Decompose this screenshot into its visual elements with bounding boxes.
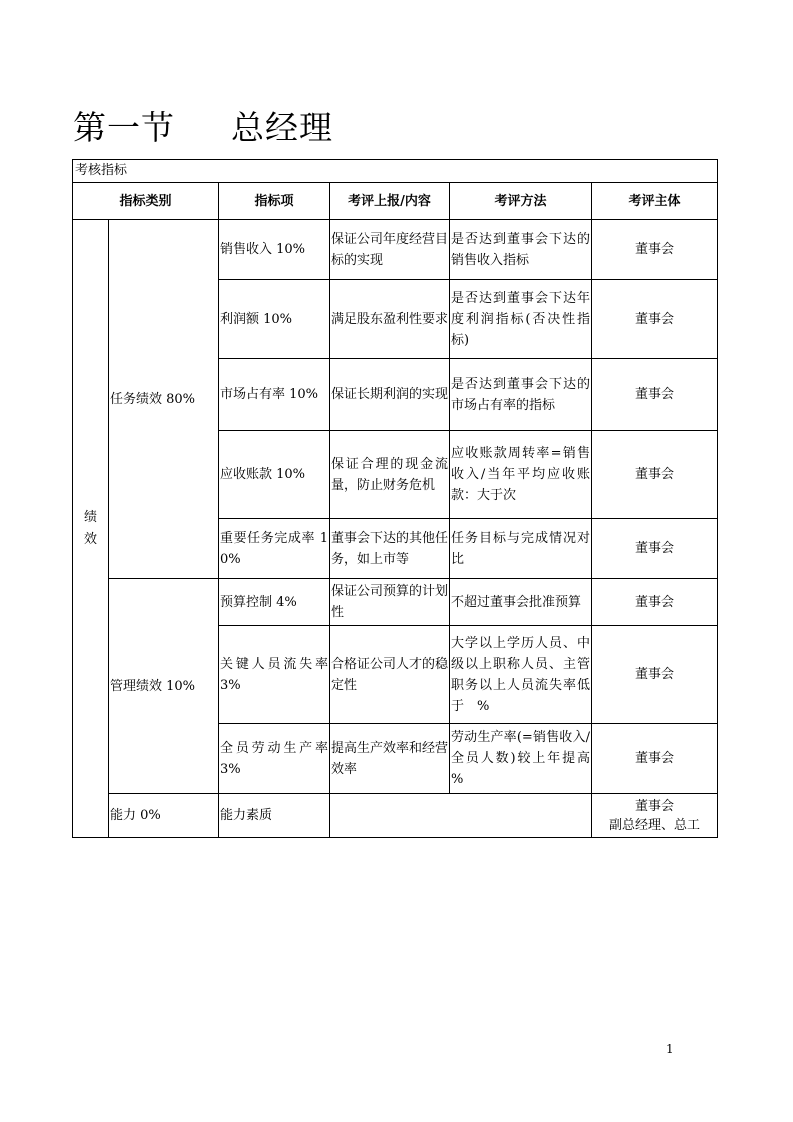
method-cell: 是否达到董事会下达年度利润指标(否决性指标) [450,280,592,359]
header-item: 指标项 [219,183,330,220]
subject-cell [592,794,718,838]
header-method: 考评方法 [450,183,592,220]
category-ability: 能力 0% [109,794,219,838]
title-role: 总经理 [231,108,333,147]
item-cell: 重要任务完成率 10% [219,519,330,579]
page-number: 1 [666,1042,674,1056]
subject-cell: 董事会 [592,220,718,280]
method-cell: 不超过董事会批准预算 [450,579,592,626]
content-cell: 保证公司预算的计划性 [330,579,450,626]
subject-cell: 董事会 [592,280,718,359]
subject-line1: 董事会 [635,798,675,814]
content-cell: 满足股东盈利性要求 [330,280,450,359]
table-row [73,794,718,838]
content-cell: 保证合理的现金流量，防止财务危机 [330,431,450,519]
header-category: 指标类别 [73,183,219,220]
table-caption-row [73,160,718,183]
item-cell: 关键人员流失率 3% [219,626,330,724]
method-cell: 是否达到董事会下达的销售收入指标 [450,220,592,280]
subject-cell: 董事会 [592,626,718,724]
category-task: 任务绩效 80% [109,220,219,579]
method-cell: 应收账款周转率=销售收入/当年平均应收账款：大于次 [450,431,592,519]
table-caption: 考核指标 [73,160,718,183]
item-cell: 利润额 10% [219,280,330,359]
group-label-line1: 绩 [83,509,97,525]
item-cell: 全员劳动生产率 3% [219,724,330,794]
subject-cell: 董事会 [592,724,718,794]
content-cell: 合格证公司人才的稳定性 [330,626,450,724]
performance-group-label [73,220,109,838]
table-row [73,220,718,280]
content-cell: 董事会下达的其他任务，如上市等 [330,519,450,579]
subject-cell: 董事会 [592,579,718,626]
method-cell: 大学以上学历人员、中级以上职称人员、主管职务以上人员流失率低于 % [450,626,592,724]
content-cell: 保证长期利润的实现 [330,359,450,431]
subject-cell: 董事会 [592,431,718,519]
method-cell: 任务目标与完成情况对比 [450,519,592,579]
subject-cell: 董事会 [592,359,718,431]
content-method-cell [330,794,592,838]
item-cell: 能力素质 [219,794,330,838]
item-cell: 销售收入 10% [219,220,330,280]
header-content: 考评上报/内容 [330,183,450,220]
assessment-table [72,159,718,838]
item-cell: 市场占有率 10% [219,359,330,431]
content-cell: 保证公司年度经营目标的实现 [330,220,450,280]
group-label-line2: 效 [83,531,97,547]
subject-line2: 副总经理、总工 [609,817,701,833]
header-subject: 考评主体 [592,183,718,220]
item-cell: 应收账款 10% [219,431,330,519]
item-cell: 预算控制 4% [219,579,330,626]
method-cell: 劳动生产率(=销售收入/全员人数)较上年提高 % [450,724,592,794]
page-title [73,108,333,148]
subject-cell: 董事会 [592,519,718,579]
title-section: 第一节 [73,108,175,147]
content-cell: 提高生产效率和经营效率 [330,724,450,794]
category-management: 管理绩效 10% [109,579,219,794]
table-header-row [73,183,718,220]
table-row [73,579,718,626]
method-cell: 是否达到董事会下达的市场占有率的指标 [450,359,592,431]
